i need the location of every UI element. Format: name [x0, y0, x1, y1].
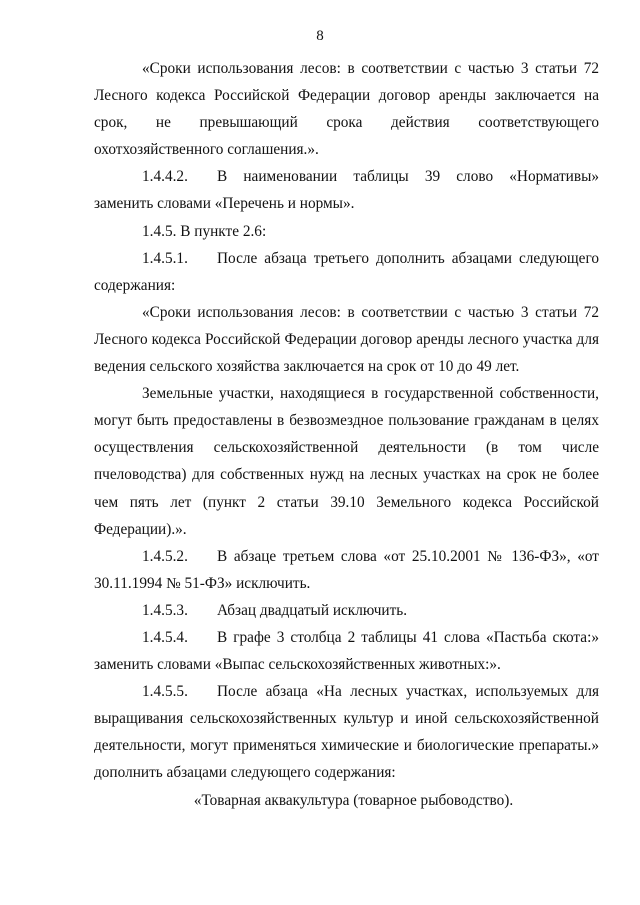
paragraph-forest-use-terms-agriculture: [94, 299, 599, 380]
paragraph-1-4-5-1: [94, 245, 599, 299]
paragraph-1-4-5-5: [94, 678, 599, 786]
paragraph-text: «Сроки использования лесов: в соответствии с частью 3 статьи 72 Лесного кодекса Российской Федерации договор аренды заключается на срок, не превышающий срока действия соответствующего охотхозяйственного соглашения.».: [94, 60, 599, 159]
page-number: 8: [316, 28, 324, 44]
paragraph-text: В наименовании таблицы 39 слово «Нормативы» заменить словами «Перечень и нормы».: [94, 168, 599, 213]
paragraph-text: 1.4.5. В пункте 2.6:: [142, 222, 267, 240]
paragraph-number: 1.4.4.2.: [142, 168, 188, 186]
paragraph-text: После абзаца третьего дополнить абзацами следующего содержания:: [94, 249, 599, 294]
paragraph-text: Абзац двадцатый исключить.: [217, 601, 408, 619]
paragraph-1-4-5-4: [94, 624, 599, 678]
paragraph-number: 1.4.5.5.: [142, 683, 188, 701]
paragraph-forest-use-terms-hunting: [94, 55, 599, 163]
paragraph-number: 1.4.5.1.: [142, 249, 188, 267]
paragraph-text: «Сроки использования лесов: в соответствии с частью 3 статьи 72 Лесного кодекса Российской Федерации договор аренды лесного участка для ведения сельского хозяйства заключается на срок от 10 до 49 лет.: [94, 303, 599, 376]
paragraph-number: 1.4.5.2.: [142, 547, 188, 565]
paragraph-number: 1.4.5.3.: [142, 601, 188, 619]
paragraph-number: 1.4.5.4.: [142, 628, 188, 646]
paragraph-1-4-5-3: [94, 597, 599, 624]
paragraph-text: После абзаца «На лесных участках, используемых для выращивания сельскохозяйственных культур и иной сельскохозяйственной деятельности, могут применяться химические и биологические препараты.» дополнить абзацами следующего содержания:: [94, 683, 599, 782]
paragraph-text: В графе 3 столбца 2 таблицы 41 слова «Пастьба скота:» заменить словами «Выпас сельскохозяйственных животных:».: [94, 628, 599, 674]
paragraph-1-4-4-2: [94, 163, 599, 217]
paragraph-land-plots: [94, 380, 599, 543]
paragraph-1-4-5-2: [94, 543, 599, 597]
paragraph-text: Земельные участки, находящиеся в государственной собственности, могут быть предоставлены в безвозмездное пользование гражданам в целях осуществления сельскохозяйственной деятельности (в том числе пчеловодства) для собственных нужд на лесных участках на срок не более чем пять лет (пункт 2 статьи 39.10 Земельного кодекса Российской Федерации).».: [94, 385, 599, 538]
paragraph-text: В абзаце третьем слова «от 25.10.2001 № 136-ФЗ», «от 30.11.1994 № 51-ФЗ» исключить.: [94, 547, 599, 592]
document-body: [94, 55, 599, 814]
paragraph-aquaculture-heading: [94, 787, 599, 814]
paragraph-text: «Товарная аквакультура (товарное рыбоводство).: [193, 791, 514, 809]
paragraph-1-4-5: [94, 218, 599, 245]
